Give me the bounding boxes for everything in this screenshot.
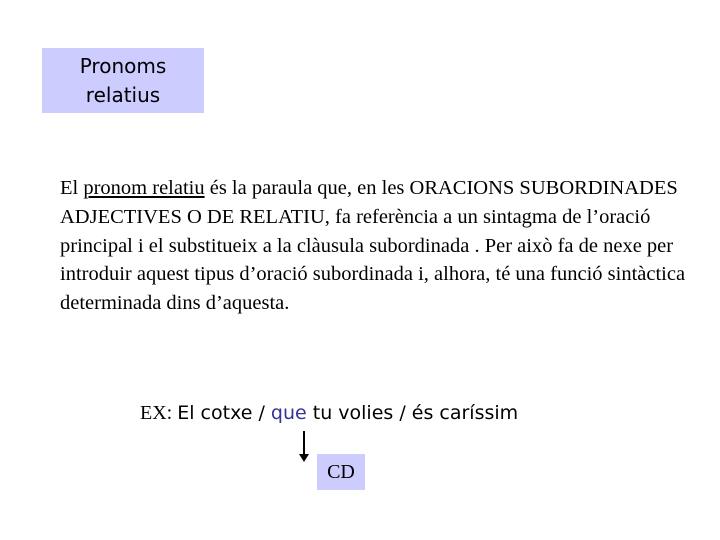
title-box bbox=[42, 48, 204, 113]
definition-term: pronom relatiu bbox=[83, 177, 205, 199]
example-relative-pronoun: que bbox=[270, 402, 307, 424]
function-label: CD bbox=[327, 460, 355, 483]
example-label: EX: bbox=[140, 402, 178, 424]
example-part-1: El cotxe / bbox=[177, 402, 271, 424]
function-label-box bbox=[317, 454, 365, 490]
definition-prefix: El bbox=[60, 177, 84, 199]
definition-rest: és la paraula que, en les ORACIONS SUBORDINADES ADJECTIVES O DE RELATIU, fa referència a un sintagma de l’oració principal i el substitueix a la clàusula subordinada . Per això fa de nexe per introduir aquest tipus d’oració subordinada i, alhora, té una funció sintàctica determinada dins d’aquesta. bbox=[60, 177, 686, 315]
example-sentence bbox=[140, 402, 518, 425]
title-line-2: relatius bbox=[85, 82, 161, 107]
example-part-2: tu volies / és caríssim bbox=[306, 402, 519, 424]
down-arrow-icon bbox=[294, 431, 314, 463]
definition-paragraph bbox=[60, 174, 700, 318]
title-line-1: Pronoms bbox=[79, 53, 167, 78]
